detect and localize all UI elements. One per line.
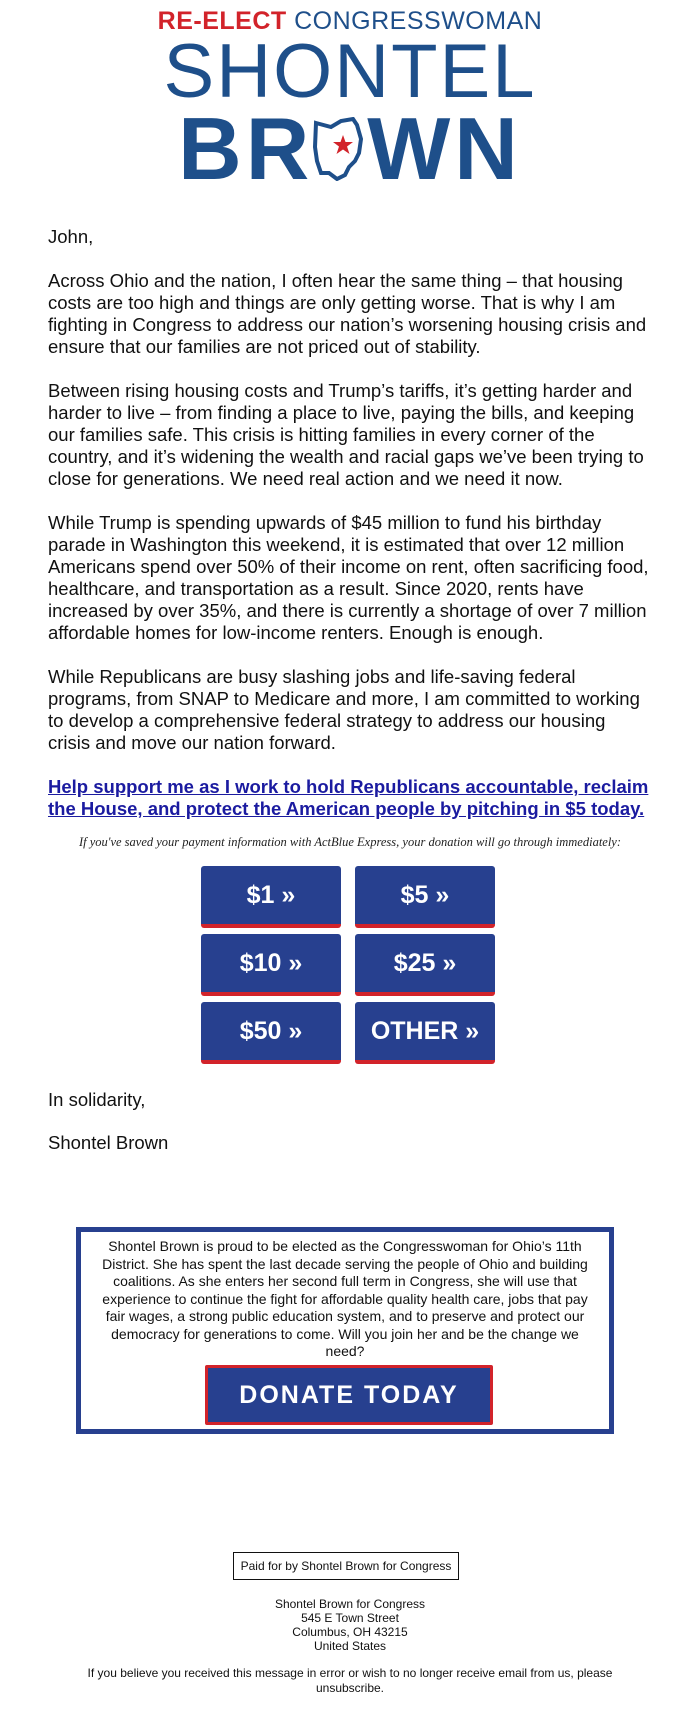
logo-first-name: SHONTEL (163, 29, 537, 114)
footer-country: United States (313, 1639, 387, 1653)
donate-other-button[interactable]: OTHER » (355, 1002, 495, 1064)
paragraph-3: While Trump is spending upwards of $45 million to fund his birthday parade in Washington this weekend, it is estimated that over 12 million Americans spend over 50% of their income on rent, often sacrificing food, healthcare, and transportation as a result. Since 2020, rents have increased by over 35%, and there is currently a shortage of over 7 million affordable homes for low-income renters. Enough is enough. (48, 512, 649, 643)
campaign-logo (0, 6, 700, 198)
logo-congresswoman: CONGRESSWOMAN (294, 7, 543, 35)
logo-last-name (178, 99, 522, 198)
donate-5-button[interactable]: $5 » (355, 866, 495, 928)
donate-1-button[interactable]: $1 » (201, 866, 341, 928)
logo-reelect: RE-ELECT (157, 7, 287, 35)
actblue-express-note: If you've saved your payment information with ActBlue Express, your donation will go through immediately: (78, 835, 622, 849)
unsubscribe-text[interactable]: If you believe you received this message in error or wish to no longer receive email from us, please unsubscribe. (87, 1666, 613, 1695)
logo-last-name-part2: WN (367, 99, 522, 198)
bio-box (76, 1227, 614, 1434)
paid-for-disclaimer: Paid for by Shontel Brown for Congress (233, 1552, 459, 1580)
letter-body (48, 226, 650, 820)
paragraph-2: Between rising housing costs and Trump’s tariffs, it’s getting harder and harder to live – from finding a place to live, paying the bills, and keeping our families safe. This crisis is hitting families in every corner of the country, and it’s widening the wealth and racial gaps we’ve been trying to close for generations. We need real action and we need it now. (48, 380, 644, 489)
footer-city: Columbus, OH 43215 (292, 1625, 408, 1639)
donate-10-button[interactable]: $10 » (201, 934, 341, 996)
logo-last-name-part1: BR (178, 99, 314, 198)
ohio-state-icon (313, 117, 367, 181)
paragraph-4: While Republicans are busy slashing jobs and life-saving federal programs, from SNAP to Medicare and more, I am committed to working to develop a comprehensive federal strategy to address our housing crisis and move our nation forward. (48, 666, 640, 753)
bio-text: Shontel Brown is proud to be elected as the Congresswoman for Ohio’s 11th District. She has spent the last decade serving the people of Ohio and building coalitions. As she enters her second full term in Congress, she will use that experience to continue the fight for affordable quality health care, jobs that pay fair wages, a strong public education system, and to preserve and protect our democracy for generations to come. Will you join her and be the change we need? (102, 1238, 588, 1359)
footer-street: 545 E Town Street (301, 1611, 399, 1625)
donate-today-button[interactable]: DONATE TODAY (205, 1365, 493, 1425)
donate-50-button[interactable]: $50 » (201, 1002, 341, 1064)
footer-org: Shontel Brown for Congress (274, 1597, 426, 1611)
signoff-name: Shontel Brown (48, 1132, 169, 1153)
greeting: John, (48, 226, 94, 247)
paragraph-1: Across Ohio and the nation, I often hear the same thing – that housing costs are too high and things are only getting worse. That is why I am fighting in Congress to address our nation’s worsening housing crisis and ensure that our families are not priced out of stability. (48, 270, 647, 357)
donate-cta-link[interactable]: Help support me as I work to hold Republicans accountable, reclaim the House, and protect the American people by pitching in $5 today. (48, 776, 649, 819)
signoff-closing: In solidarity, (48, 1089, 146, 1110)
donate-25-button[interactable]: $25 » (355, 934, 495, 996)
